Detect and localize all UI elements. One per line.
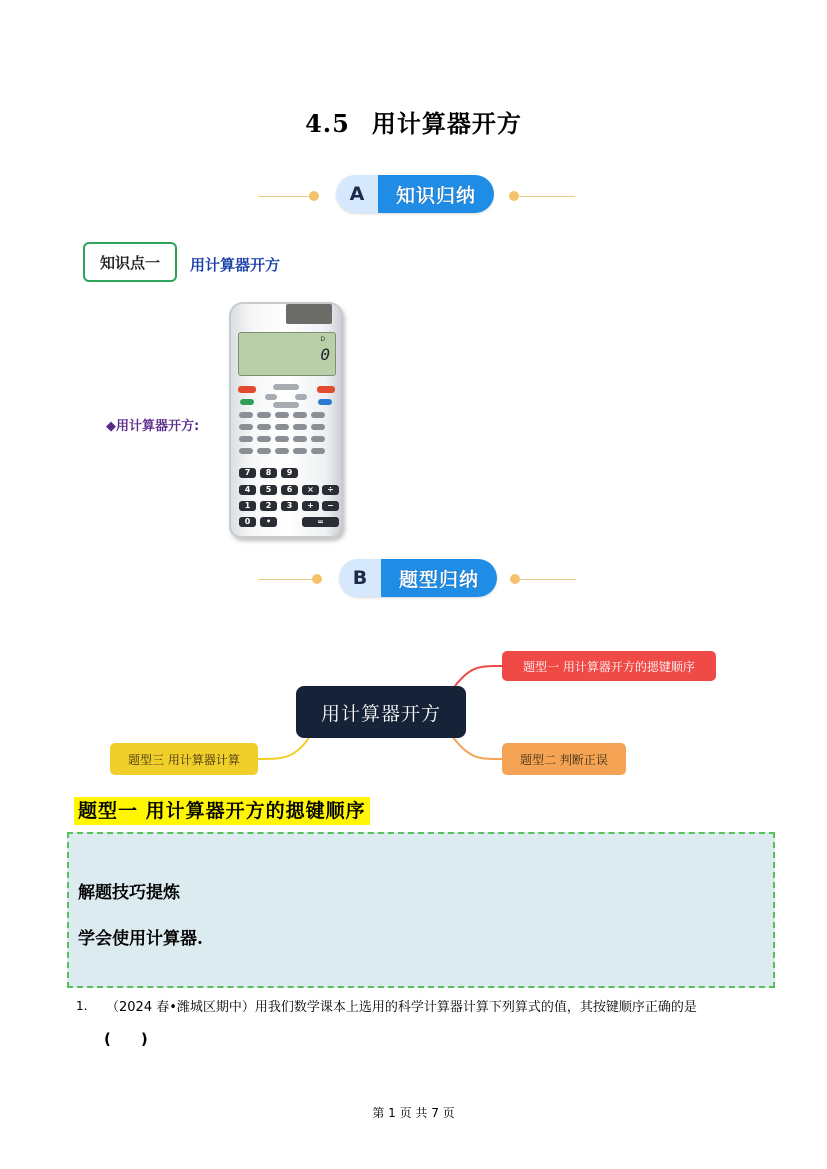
key-0: 0 (239, 517, 256, 527)
answer-blank: ( ) (104, 1030, 148, 1048)
key-1: 1 (239, 501, 256, 511)
mind-map-center: 用计算器开方 (296, 686, 466, 738)
section-b-label: 题型归纳 (381, 559, 497, 597)
mind-map-branch-3: 题型三 用计算器计算 (110, 743, 258, 775)
title-text: 用计算器开方 (371, 109, 522, 138)
key-divide: ÷ (322, 485, 339, 495)
tip-text: 学会使用计算器. (78, 929, 203, 949)
tip-box (67, 832, 775, 988)
key-3: 3 (281, 501, 298, 511)
knowledge-point-bullet: ◆用计算器开方: (106, 419, 200, 434)
page-footer: 第 1 页 共 7 页 (372, 1106, 455, 1120)
key-7: 7 (239, 468, 256, 478)
title-number: 4.5 (305, 109, 350, 138)
key-equals: = (302, 517, 339, 527)
knowledge-point-box: 知识点一 (83, 242, 177, 282)
section-a-label: 知识归纳 (378, 175, 494, 213)
key-multiply: × (302, 485, 319, 495)
key-8: 8 (260, 468, 277, 478)
key-4: 4 (239, 485, 256, 495)
key-2: 2 (260, 501, 277, 511)
key-6: 6 (281, 485, 298, 495)
problem-type-heading: 题型一 用计算器开方的揌键顺序 (74, 797, 370, 825)
key-5: 5 (260, 485, 277, 495)
mind-map-branch-1: 题型一 用计算器开方的揌键顺序 (502, 651, 716, 681)
key-minus: − (322, 501, 339, 511)
section-a-letter: A (336, 175, 378, 213)
question-number: 1. (76, 999, 88, 1013)
key-plus: + (302, 501, 319, 511)
key-dot: • (260, 517, 277, 527)
knowledge-point-title: 用计算器开方 (190, 256, 281, 274)
tip-heading: 解题技巧提炼 (78, 883, 180, 903)
display-flag: D (320, 336, 325, 343)
section-b-letter: B (339, 559, 381, 597)
mind-map-branch-2: 题型二 判断正误 (502, 743, 626, 775)
key-9: 9 (281, 468, 298, 478)
display-value: 0 (320, 345, 330, 364)
question-text: （2024 春•潍城区期中）用我们数学课本上选用的科学计算器计算下列算式的值，其按键顺序正确的是 (106, 1000, 697, 1015)
